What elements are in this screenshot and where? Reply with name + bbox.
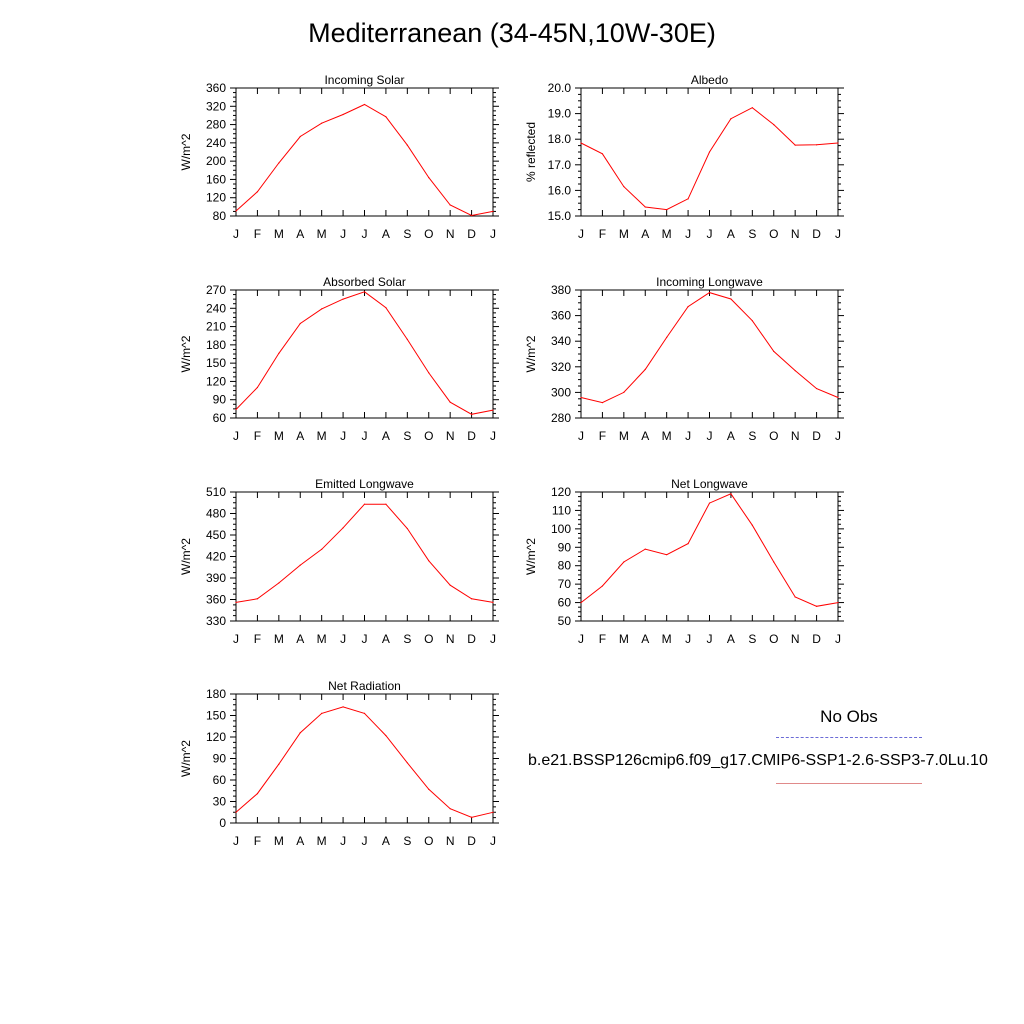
series-line — [236, 707, 493, 817]
data-point — [364, 104, 365, 105]
y-axis-label: % reflected — [524, 121, 538, 183]
data-point — [428, 560, 429, 561]
data-point — [300, 136, 301, 137]
data-point — [428, 789, 429, 790]
data-point — [816, 388, 817, 389]
x-tick-label: N — [445, 429, 455, 443]
x-tick-label: M — [618, 429, 629, 443]
data-point — [321, 549, 322, 550]
data-point — [385, 307, 386, 308]
data-point — [385, 735, 386, 736]
x-tick-label: F — [253, 632, 262, 646]
y-tick-label: 210 — [205, 319, 226, 334]
x-tick-label: J — [340, 834, 347, 848]
data-point — [321, 713, 322, 714]
x-tick-label: M — [316, 834, 327, 848]
x-tick-label: M — [273, 227, 284, 241]
data-point — [492, 409, 493, 410]
x-tick-label: A — [296, 227, 305, 241]
data-point — [752, 320, 753, 321]
chart-net-longwave — [519, 474, 846, 649]
y-tick-label: 60 — [212, 411, 226, 425]
x-tick-label: A — [726, 632, 735, 646]
x-tick-label: D — [467, 227, 476, 241]
data-point — [730, 493, 731, 494]
x-tick-label: N — [445, 227, 455, 241]
data-point — [773, 124, 774, 125]
y-tick-label: 120 — [205, 730, 226, 744]
x-tick-label: J — [685, 632, 692, 646]
x-tick-label: N — [790, 632, 800, 646]
data-point — [752, 107, 753, 108]
x-tick-label: O — [769, 632, 779, 646]
y-tick-label: 60 — [212, 773, 226, 787]
x-tick-label: D — [467, 632, 476, 646]
x-tick-label: S — [403, 632, 412, 646]
x-tick-label: A — [641, 429, 650, 443]
x-tick-label: A — [381, 227, 390, 241]
x-tick-label: J — [361, 227, 368, 241]
x-tick-label: M — [618, 632, 629, 646]
y-tick-label: 240 — [205, 135, 226, 150]
data-point — [450, 204, 451, 205]
data-point — [645, 369, 646, 370]
chart-title: Incoming Longwave — [656, 275, 763, 289]
chart-title: Incoming Solar — [324, 73, 405, 87]
data-point — [709, 502, 710, 503]
data-point — [321, 123, 322, 124]
data-point — [300, 565, 301, 566]
x-tick-label: O — [424, 429, 434, 443]
data-point — [645, 549, 646, 550]
y-axis-label: W/m^2 — [524, 538, 538, 575]
x-tick-label: J — [490, 632, 496, 646]
data-point — [580, 142, 581, 143]
x-tick-label: S — [748, 429, 757, 443]
chart-title: Absorbed Solar — [323, 275, 406, 289]
x-tick-label: S — [748, 227, 757, 241]
legend-obs-label: No Obs — [820, 707, 878, 726]
chart-incoming-longwave — [519, 272, 846, 446]
x-tick-label: S — [403, 227, 412, 241]
data-point — [666, 337, 667, 338]
data-point — [773, 351, 774, 352]
data-point — [816, 606, 817, 607]
data-point — [602, 153, 603, 154]
x-tick-label: F — [598, 227, 607, 241]
x-tick-label: A — [381, 632, 390, 646]
y-tick-label: 110 — [551, 503, 571, 518]
data-point — [687, 198, 688, 199]
y-tick-label: 15.0 — [547, 209, 571, 223]
x-tick-label: J — [361, 632, 368, 646]
data-point — [278, 162, 279, 163]
data-point — [730, 298, 731, 299]
x-tick-label: F — [253, 429, 262, 443]
x-tick-label: A — [296, 429, 305, 443]
data-point — [300, 732, 301, 733]
y-tick-label: 80 — [557, 558, 571, 573]
x-tick-label: J — [340, 227, 347, 241]
y-tick-label: 17.0 — [547, 157, 571, 172]
data-point — [342, 299, 343, 300]
y-tick-label: 360 — [550, 308, 571, 323]
data-point — [235, 812, 236, 813]
x-tick-label: M — [618, 227, 629, 241]
plot-frame — [236, 290, 493, 418]
data-point — [450, 402, 451, 403]
x-tick-label: N — [790, 429, 800, 443]
x-tick-label: M — [661, 632, 672, 646]
legend-model-line — [776, 783, 922, 784]
data-point — [428, 372, 429, 373]
data-point — [364, 504, 365, 505]
data-point — [342, 527, 343, 528]
x-tick-label: O — [769, 227, 779, 241]
data-point — [687, 306, 688, 307]
x-tick-label: O — [424, 834, 434, 848]
chart-title: Albedo — [690, 73, 729, 87]
x-tick-label: D — [812, 632, 821, 646]
series-line — [236, 504, 493, 602]
series-line — [581, 108, 838, 210]
y-tick-label: 280 — [205, 117, 226, 132]
data-point — [278, 582, 279, 583]
data-point — [795, 596, 796, 597]
x-tick-label: J — [490, 834, 496, 848]
data-point — [687, 543, 688, 544]
data-point — [450, 808, 451, 809]
x-tick-label: J — [340, 632, 347, 646]
x-tick-label: S — [403, 429, 412, 443]
y-tick-label: 450 — [205, 528, 226, 542]
x-tick-label: M — [273, 632, 284, 646]
data-point — [837, 142, 838, 143]
y-tick-label: 320 — [550, 359, 571, 374]
y-tick-label: 200 — [205, 154, 226, 169]
data-point — [257, 793, 258, 794]
x-tick-label: A — [726, 227, 735, 241]
y-tick-label: 120 — [205, 374, 226, 389]
y-tick-label: 180 — [205, 337, 226, 352]
y-tick-label: 70 — [557, 577, 571, 592]
x-tick-label: A — [641, 227, 650, 241]
data-point — [342, 114, 343, 115]
x-tick-label: D — [812, 227, 821, 241]
y-tick-label: 300 — [550, 385, 571, 400]
data-point — [837, 602, 838, 603]
x-tick-label: A — [726, 429, 735, 443]
x-tick-label: M — [273, 429, 284, 443]
y-tick-label: 150 — [205, 708, 226, 723]
data-point — [730, 118, 731, 119]
legend-model-label: b.e21.BSSP126cmip6.f09_g17.CMIP6-SSP1-2.6-SSP3-7.0Lu.10 — [528, 752, 988, 769]
data-point — [364, 713, 365, 714]
data-point — [816, 144, 817, 145]
x-tick-label: F — [598, 429, 607, 443]
data-point — [235, 409, 236, 410]
data-point — [407, 145, 408, 146]
y-tick-label: 390 — [205, 571, 226, 585]
data-point — [602, 402, 603, 403]
data-point — [471, 414, 472, 415]
data-point — [666, 209, 667, 210]
data-point — [471, 215, 472, 216]
chart-incoming-solar — [174, 70, 501, 244]
y-tick-label: 360 — [205, 592, 226, 607]
y-tick-label: 60 — [557, 595, 571, 610]
data-point — [235, 210, 236, 211]
data-point — [385, 116, 386, 117]
x-tick-label: F — [253, 834, 262, 848]
x-tick-label: M — [273, 834, 284, 848]
data-point — [645, 206, 646, 207]
data-point — [450, 585, 451, 586]
y-tick-label: 30 — [212, 794, 226, 809]
x-tick-label: F — [253, 227, 262, 241]
y-tick-label: 120 — [550, 485, 571, 499]
x-tick-label: D — [812, 429, 821, 443]
y-tick-label: 150 — [205, 356, 226, 371]
x-tick-label: M — [316, 429, 327, 443]
x-tick-label: N — [445, 632, 455, 646]
x-tick-label: D — [467, 429, 476, 443]
y-tick-label: 18.0 — [547, 132, 571, 147]
chart-net-radiation — [174, 676, 501, 851]
x-tick-label: F — [598, 632, 607, 646]
x-tick-label: J — [706, 227, 713, 241]
y-tick-label: 20.0 — [547, 81, 571, 95]
x-tick-label: J — [835, 429, 841, 443]
x-tick-label: J — [578, 632, 584, 646]
x-tick-label: A — [381, 429, 390, 443]
data-point — [492, 602, 493, 603]
y-tick-label: 340 — [550, 334, 571, 349]
data-point — [364, 291, 365, 292]
chart-albedo — [519, 70, 846, 244]
x-tick-label: J — [233, 632, 239, 646]
data-point — [257, 387, 258, 388]
x-tick-label: O — [769, 429, 779, 443]
data-point — [666, 554, 667, 555]
x-tick-label: J — [706, 429, 713, 443]
y-axis-label: W/m^2 — [179, 538, 193, 575]
data-point — [321, 308, 322, 309]
data-point — [709, 151, 710, 152]
y-tick-label: 120 — [205, 190, 226, 205]
data-point — [235, 602, 236, 603]
x-tick-label: M — [661, 227, 672, 241]
data-point — [795, 144, 796, 145]
series-line — [236, 292, 493, 415]
x-tick-label: J — [490, 429, 496, 443]
y-tick-label: 80 — [212, 209, 226, 223]
x-tick-label: O — [424, 632, 434, 646]
x-tick-label: M — [661, 429, 672, 443]
data-point — [385, 504, 386, 505]
data-point — [623, 561, 624, 562]
data-point — [471, 598, 472, 599]
x-tick-label: M — [316, 632, 327, 646]
data-point — [492, 211, 493, 212]
chart-emitted-longwave — [174, 474, 501, 649]
series-line — [581, 293, 838, 403]
chart-absorbed-solar — [174, 272, 501, 446]
x-tick-label: J — [233, 834, 239, 848]
y-tick-label: 90 — [212, 392, 226, 407]
y-tick-label: 480 — [205, 506, 226, 521]
y-tick-label: 420 — [205, 549, 226, 564]
y-tick-label: 19.0 — [547, 106, 571, 121]
plot-frame — [236, 88, 493, 216]
data-point — [837, 397, 838, 398]
data-point — [471, 817, 472, 818]
x-tick-label: A — [296, 834, 305, 848]
x-tick-label: S — [403, 834, 412, 848]
x-tick-label: J — [361, 834, 368, 848]
data-point — [342, 706, 343, 707]
y-tick-label: 240 — [205, 301, 226, 316]
data-point — [795, 370, 796, 371]
data-point — [257, 598, 258, 599]
legend-obs-line — [776, 737, 922, 738]
chart-title: Emitted Longwave — [315, 477, 414, 491]
x-tick-label: N — [445, 834, 455, 848]
data-point — [580, 397, 581, 398]
data-point — [407, 339, 408, 340]
x-tick-label: J — [490, 227, 496, 241]
x-tick-label: M — [316, 227, 327, 241]
data-point — [752, 525, 753, 526]
plot-frame — [581, 492, 838, 621]
x-tick-label: A — [641, 632, 650, 646]
y-axis-label: W/m^2 — [524, 335, 538, 373]
x-tick-label: J — [685, 429, 692, 443]
y-tick-label: 90 — [557, 540, 571, 555]
chart-title: Net Radiation — [328, 679, 401, 693]
y-tick-label: 360 — [205, 81, 226, 95]
data-point — [623, 186, 624, 187]
x-tick-label: J — [685, 227, 692, 241]
y-tick-label: 0 — [219, 816, 226, 830]
data-point — [257, 191, 258, 192]
x-tick-label: J — [706, 632, 713, 646]
x-tick-label: J — [835, 227, 841, 241]
x-tick-label: J — [361, 429, 368, 443]
data-point — [407, 762, 408, 763]
y-tick-label: 320 — [205, 99, 226, 114]
y-tick-label: 270 — [205, 283, 226, 297]
y-tick-label: 380 — [550, 283, 571, 297]
series-line — [581, 494, 838, 607]
y-tick-label: 280 — [550, 411, 571, 425]
data-point — [300, 323, 301, 324]
y-tick-label: 180 — [205, 687, 226, 701]
x-tick-label: N — [790, 227, 800, 241]
x-tick-label: A — [381, 834, 390, 848]
x-tick-label: J — [233, 227, 239, 241]
y-axis-label: W/m^2 — [179, 740, 193, 777]
y-tick-label: 16.0 — [547, 183, 571, 198]
page-title: Mediterranean (34-45N,10W-30E) — [308, 18, 716, 48]
data-point — [709, 292, 710, 293]
data-point — [623, 392, 624, 393]
series-line — [236, 105, 493, 216]
data-point — [492, 812, 493, 813]
y-axis-label: W/m^2 — [179, 133, 193, 171]
data-point — [773, 561, 774, 562]
chart-title: Net Longwave — [671, 477, 748, 491]
x-tick-label: J — [578, 227, 584, 241]
x-tick-label: D — [467, 834, 476, 848]
data-point — [278, 353, 279, 354]
y-tick-label: 330 — [205, 614, 226, 628]
x-tick-label: J — [233, 429, 239, 443]
x-tick-label: O — [424, 227, 434, 241]
x-tick-label: J — [340, 429, 347, 443]
x-tick-label: A — [296, 632, 305, 646]
y-tick-label: 50 — [557, 614, 571, 628]
y-axis-label: W/m^2 — [179, 335, 193, 373]
data-point — [602, 585, 603, 586]
y-tick-label: 510 — [205, 485, 226, 499]
data-point — [428, 177, 429, 178]
x-tick-label: J — [835, 632, 841, 646]
y-tick-label: 100 — [550, 521, 571, 536]
data-point — [278, 764, 279, 765]
x-tick-label: S — [748, 632, 757, 646]
data-point — [407, 528, 408, 529]
data-point — [580, 602, 581, 603]
x-tick-label: J — [578, 429, 584, 443]
plot-frame — [236, 492, 493, 621]
y-tick-label: 90 — [212, 751, 226, 766]
y-tick-label: 160 — [205, 172, 226, 187]
plot-frame — [581, 290, 838, 418]
